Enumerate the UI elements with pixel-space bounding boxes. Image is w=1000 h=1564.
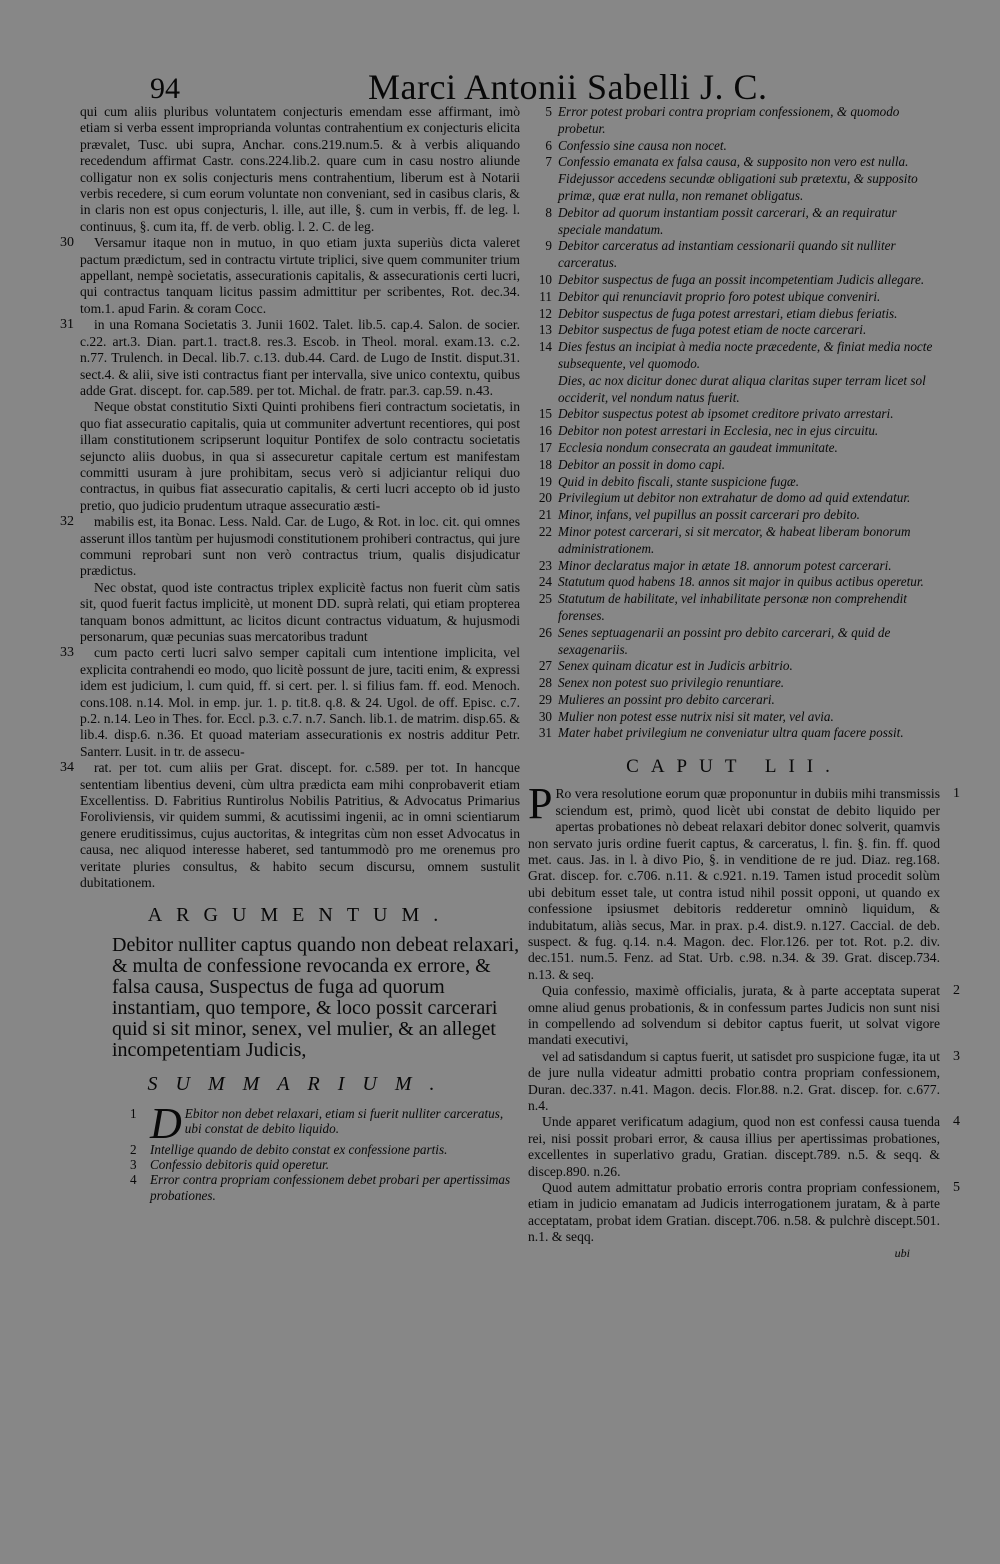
summary-item: 29 Mulieres an possint pro debito carcerari. — [538, 691, 775, 707]
margin-number: 4 — [953, 1114, 960, 1130]
summary-item: 24 Statutum quod habens 18. annos sit major in quibus actibus operetur. — [538, 574, 924, 590]
right-paragraph: 5 Quod autem admittatur probatio erroris contra propriam confessionem, etiam in judicio emanatam ad Judicis interrogationem juratam, & à parte acceptatam, probat idem Gratian. discept.706. n.58. & pulchrè discept.501. n.1. & seqq. — [528, 1180, 960, 1245]
summary-item: 4 Error contra propriam confessionem debet probari per apertissimas probationes. — [130, 1172, 511, 1203]
summary-item: 2 Intellige quando de debito constat ex confessione partis. — [130, 1141, 448, 1157]
summary-item: 5 Error potest probari contra propriam confessionem, & quomodo probetur. — [545, 104, 900, 136]
argumentum-text: Debitor nulliter captus quando non debeat relaxari, & multa de confessione revocanda ex errore, & falsa causa, Suspectus de fuga ad quorum instantiam, quo tempore, & loco possit carcerari quid si sit minor, senex, vel mulier, & an alleget incompetentiam Judicis, — [112, 933, 520, 1061]
margin-number: 2 — [953, 983, 960, 999]
right-paragraph: 4 Unde apparet verificatum adagium, quod non est confessi causa tuenda rei, nisi possit probari error, & causa illius per apertissimas probationes, excellentes in superlativo gradu, Gratian. discept.789. n.5. & seqq. & discep.890. n.26. — [528, 1114, 960, 1179]
right-paragraph: 3 vel ad satisdandum si captus fuerit, ut satisdet pro suspicione fugæ, ita ut de jure nulla videatur admitti probatio contra propriam confessionem, Duran. dec.337. n.41. Magon. decis. Flor.88. n.2. Grat. discep. for. c.677. n.4. — [528, 1048, 960, 1113]
margin-number: 5 — [953, 1180, 960, 1196]
right-column — [528, 104, 960, 1469]
summary-item: Dies, ac nox dicitur donec durat aliqua claritas super terram licet sol occiderit, vel nondum natus fuerit. — [558, 372, 926, 405]
left-paragraph: qui cum aliis pluribus voluntatem conjecturis emendam esse affirmant, imò etiam si verba essent improprianda voluntas contrahentium ex conjecturis elicita prævalet, Tusc. ubi supra, Anchar. cons.219.num.5. & à verbis aliquando recedendum affirmat Castr. cons.224.lib.2. quare cum in casu nostro aliunde colligatur non ex solis conjecturis mens contrahentium, liberum est à Notarii verbis recedere, si cum eorum voluntate non conveniant, sed in casibus claris, & in claris non est opus conjecturis, l. ille, aut ille, §. cum in verbis, ff. de leg. l. continuus, §. cum ita, ff. de verb. oblig. l. 2. C. de leg. — [80, 104, 520, 234]
summary-item: 15 Debitor suspectus potest ab ipsomet creditore privato arrestari. — [538, 406, 894, 422]
drop-cap: D — [150, 1098, 182, 1148]
summary-item: 12 Debitor suspectus de fuga potest arrestari, etiam diebus feriatis. — [538, 305, 898, 321]
left-paragraph: Neque obstat constitutio Sixti Quinti prohibens fieri contractum societatis, in quo fiat assecuratio capitalis, quia ut communiter advertunt recentiores, qui post illam constitutionem scripserunt loquitur Pontifex de solo contractu societatis sejuncto aliis duobus, in qua si assecuretur capitale certum est manifestam committi usuram à jure prohibitam, secus verò si adjiciantur reliqui duo contractus, in quibus fiat assecuratio capitalis, & certi lucri accepto ob id justo pretio, quo judicio prudentum utraque assecuratio æsti- — [80, 399, 520, 513]
summary-item: 30 Mulier non potest esse nutrix nisi sit mater, vel avia. — [538, 708, 834, 724]
summary-item: 23 Minor declaratus major in ætate 18. annorum potest carcerari. — [538, 557, 892, 573]
summary-item: 21 Minor, infans, vel pupillus an possit carcerari pro debito. — [538, 507, 860, 523]
summary-item: 3 Confessio debitoris quid operetur. — [130, 1156, 330, 1172]
summary-item: 8 Debitor ad quorum instantiam possit carcerari, & an requiratur speciale mandatum. — [545, 204, 897, 237]
margin-number: 1 — [953, 786, 960, 802]
margin-number: 31 — [60, 317, 74, 333]
summary-item: 22 Minor potest carcerari, si sit mercator, & habeat liberam bonorum administrationem. — [538, 523, 911, 556]
summary-item: 7 Confessio emanata ex falsa causa, & supposito non vero est nulla. — [545, 154, 909, 170]
summary-item: 27 Senex quinam dicatur est in Judicis arbitrio. — [538, 658, 793, 674]
left-paragraph: 30 Versamur itaque non in mutuo, in quo etiam juxta superiùs dicta valeret pactum prædictum, sed in contractu virtute triplici, sive quem communiter trium appellant, nempè societatis, assecurationis capitalis, & assecurationis certi lucri, qui contractus tanquam licitus passim admittitur per scribentes, Rot. dec.34. tom.1. apud Farin. & coram Cocc. — [80, 235, 520, 317]
summary-item: 10 Debitor suspectus de fuga an possit incompetentiam Judicis allegare. — [538, 271, 925, 287]
left-paragraph: 34 rat. per tot. cum aliis per Grat. discept. for. c.589. per tot. In hancque sententiam libentius deveni, cùm ultra prædicta eam mihi conprobaverit etiam Excellentiss. D. Fabritius Runtirolus Nobilis Patritius, & Advocatus Primarius Foroliviensis, vir quidem summi, & acutissimi ingenii, ac in omni scientiarum genere eruditissimus, cujus auctoritas, & integritas cùm non esset Advocatus in causa, nec aliquod interesse haberet, sed tantummodò pro me orenemus pro veritate pluries consultus, & habito secum discursu, omnem sustulit dubitationem. — [80, 760, 520, 891]
summary-item: 14 Dies festus an incipiat à media nocte præcedente, & finiat media nocte subsequente, vel quomodo. — [538, 339, 933, 371]
summary-item: 1 D Ebitor non debet relaxari, etiam si fuerit nulliter carceratus, ubi constat de debito liquido. — [130, 1098, 504, 1148]
summary-item: 18 Debitor an possit in domo capi. — [538, 456, 726, 472]
summarium-list — [80, 1098, 520, 1204]
summary-item: 31 Mater habet privilegium ne conveniatur ultra quam facere possit. — [538, 725, 904, 741]
right-paragraph: 1 P Ro vera resolutione eorum quæ proponuntur in dubiis mihi transmissis sciendum est, primò, quod licèt ubi constat de debito liquido per apertas probationes nò debeat relaxari debitor donec solverit, quamvis non servato juris ordine fuerit captus, & carceratus, l. fin. §. fin. ff. quod met. caus. Jas. in l. à divo Pio, §. in venditione de re jud. Diaz. reg.168. Grat. discep. for. c.706. n.11. & c.921. n.19. Tamen istud procedit solùm ubi debitum esset tale, ut contra istud nihil possit opponi, ut quando ex confessione ipsiusmet debitoris redderetur omninò liquidum, & indubitatum, aliàs secus, Mar. in prax. p.4. dist.9. n.127. Caccial. de deb. suspect. & fug. q.14. n.4. Magon. dec. Flor.126. per tot. Rot. p.2. div. dec.151. num.5. Fenz. ad Stat. Urb. c.98. n.34. & 39. Grat. discep.734. n.13. & seq. — [528, 779, 960, 982]
summary-item: 19 Quid in debito fiscali, stante suspicione fugæ. — [538, 473, 800, 489]
summary-item: 28 Senex non potest suo privilegio renuntiare. — [538, 675, 785, 691]
margin-number: 33 — [60, 645, 74, 661]
summary-item: 16 Debitor non potest arrestari in Ecclesia, nec in ejus circuitu. — [538, 423, 879, 439]
margin-number: 3 — [953, 1048, 960, 1064]
summary-item: 11 Debitor qui renunciavit proprio foro potest ubique conveniri. — [539, 288, 881, 304]
running-title: Marci Antonii Sabelli J. C. — [368, 67, 768, 107]
margin-number: 30 — [60, 235, 74, 251]
margin-number: 34 — [60, 760, 74, 776]
summary-item: Fidejussor accedens secundæ obligationi sub prætextu, & supposito primæ, quæ erat nulla, non remanet obligatus. — [558, 171, 918, 203]
summary-item: 26 Senes septuagenarii an possint pro debito carcerari, & quid de sexagenariis. — [538, 624, 891, 657]
left-paragraph: 31 in una Romana Societatis 3. Junii 1602. Talet. lib.5. cap.4. Salon. de socier. c.22. art.3. Dian. part.1. tract.8. res.3. Escob. in Theol. moral. exam.13. c.2. n.77. Trulench. in Decal. lib.7. c.13. dub.44. Card. de Lugo de Instit. disput.31. sect.4. & alii, sive isti contractus fiant per intervalla, sive unico contextu, quibus adde Grat. discept. for. cap.589. per tot. Michal. de fratr. par.3. cap.59. n.43. — [80, 317, 520, 399]
margin-number: 32 — [60, 514, 74, 530]
summary-item: 17 Ecclesia nondum consecrata an gaudeat immunitate. — [538, 439, 838, 455]
argumentum-heading: ARGUMENTUM. — [147, 903, 453, 926]
drop-cap: P — [528, 779, 553, 829]
right-paragraph: 2 Quia confessio, maximè officialis, jurata, & à parte acceptata superat omne aliud genus probationis, & in confessum partes Judicis non sunt nisi in compellendo ad solvendum si debitor captus fuerit, ut solvat vigore mandati executivi, — [528, 983, 960, 1048]
left-paragraphs — [60, 104, 520, 892]
summary-item: 13 Debitor suspectus de fuga potest etiam de nocte carcerari. — [538, 322, 867, 338]
right-paragraphs — [528, 779, 960, 1245]
left-paragraph: 32 mabilis est, ita Bonac. Less. Nald. Car. de Lugo, & Rot. in loc. cit. qui omnes asserunt illos tantùm per hujusmodi constitutionem prohiberi contractus, qui jure communi reprobari sunt non verò contractus trium, qualis disjudicatur prædictus. — [80, 514, 520, 580]
summarium-continued — [528, 104, 940, 742]
page-header — [150, 58, 768, 108]
catchword: ubi — [894, 1245, 910, 1260]
summary-item: 9 Debitor carceratus ad instantiam cessionarii quando sit nulliter carceratus. — [545, 238, 896, 271]
left-column — [60, 104, 520, 1449]
summarium-heading: SUMMARIUM. — [147, 1072, 453, 1095]
summary-item: 20 Privilegium ut debitor non extrahatur de domo ad quid extendatur. — [538, 490, 911, 506]
page-number: 94 — [150, 72, 180, 105]
left-paragraph: Nec obstat, quod iste contractus triplex explicitè factus non fuerit cùm satis sit, quod fuerit factus implicitè, ut monent DD. suprà relati, qui etiam propterea tanquam bonos admittunt, ac licitos dicunt contractus viduatum, & hujusmodi personarum, quæ pecunias suas mercatoribus tradunt — [80, 579, 520, 644]
left-paragraph: 33 cum pacto certi lucri salvo semper capitali cum intentione implicita, vel explicita contrahendi eo modo, quo licitè possunt de jure, taciti enim, & expressi idem est judicium, l. cum quid, ff. si cert. per. l. si filius fam. ff. eod. Menoch. cons.108. n.14. Mol. in emp. jur. 1. p. tit.8. q.8. & 24. Ugol. de off. Episc. c.7. p.2. n.14. Leo in Thes. for. Eccl. p.3. c.7. n.7. Sanch. lib.1. de matrim. disp.65. & lib.4. disp.6. n.36. Et quoad materiam assecurationis ex nostris additur Petr. Santerr. Lusit. in tr. de assecu- — [80, 645, 520, 760]
caput-heading: CAPUT LII. — [626, 756, 842, 778]
summary-item: 6 Confessio sine causa non nocet. — [545, 137, 727, 153]
summary-item: 25 Statutum de habilitate, vel inhabilitate personæ non comprehendit forenses. — [538, 591, 907, 623]
